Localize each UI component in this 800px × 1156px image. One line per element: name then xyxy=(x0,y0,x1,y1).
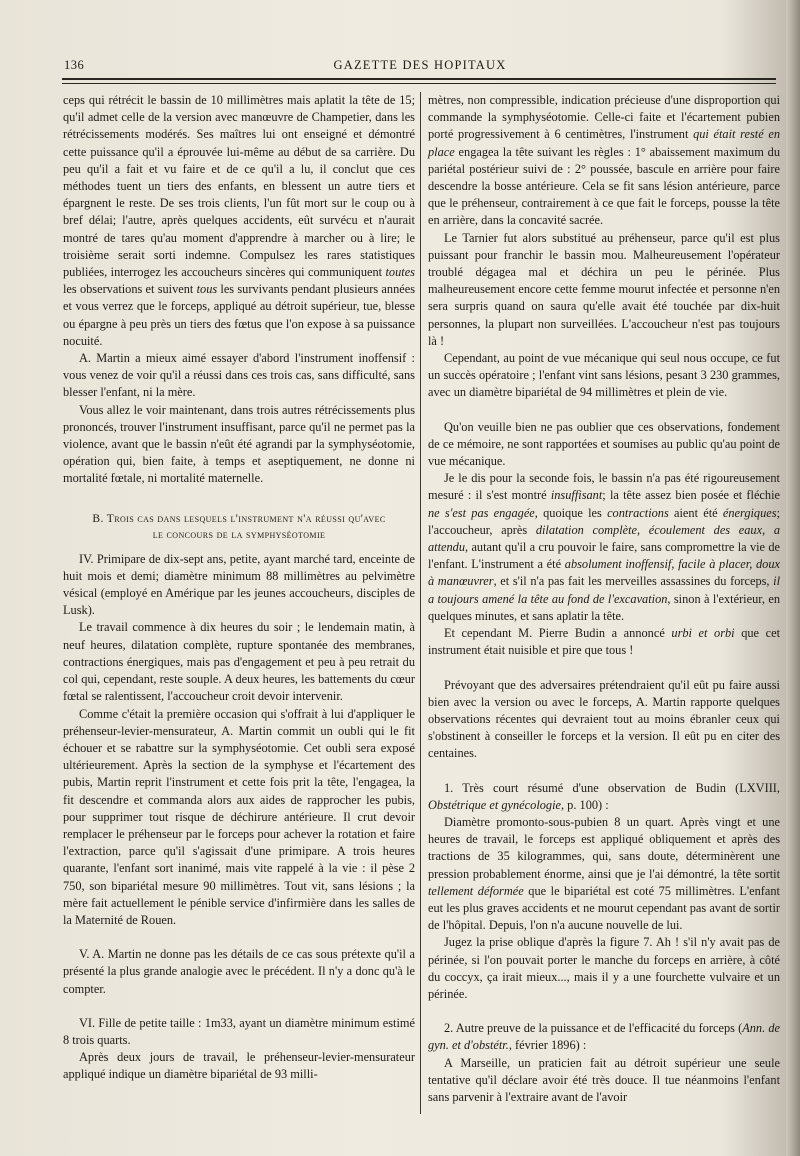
right-column xyxy=(428,92,780,1106)
paragraph: ceps qui rétrécit le bassin de 10 millimètres mais aplatit la tête de 15; qu'il admet celle de la version avec manœuvre de Champetier, dans les rétrécissements modérés. Ses maîtres lui ont enseigné et démontré cette puissance qu'il a éprouvée lui-même au début de sa carrière. Du peu qu'il a fait et vu faire et de ce qu'il a lu, il conclut que ces méthodes tuent un tiers des enfants, en blessent un autre tiers et épargnent le reste. De ses trois clients, l'un fût mort sur le coup ou à bref délai; l'autre, après quelques accidents, eût survécu et n'aurait montré de tares qu'au moment d'apprendre à marcher ou à lire; le troisième serait sorti indemne. Compulsez les rares statistiques publiées, interrogez les accoucheurs sincères qui communiquent toutes les observations et suivent tous les survivants pendant plusieurs années et vous verrez que le forceps, appliqué au détroit supérieur, tue, blesse ou épargne à peu près un tiers des fœtus que l'on expose à sa puissance nocuité. xyxy=(63,93,415,348)
paragraph: Après deux jours de travail, le préhenseur-levier-mensurateur appliqué indique un diamètre bipariétal de 93 milli- xyxy=(63,1050,415,1082)
paragraph: A Marseille, un praticien fait au détroit supérieur une seule tentative qu'il déclare avoir été très douce. Il tue néanmoins l'enfant sans parvenir à l'extraire avant de l'avoir xyxy=(428,1055,780,1104)
spacer xyxy=(428,402,780,419)
paragraph: Qu'on veuille bien ne pas oublier que ces observations, fondement de ce mémoire, ne sont rapportées et soumises au public qu'au point de vue mécanique. xyxy=(428,419,780,469)
paragraph: 1. Très court résumé d'une observation de Budin (LXVIII, Obstétrique et gynécologie, p. 100) : xyxy=(428,780,780,812)
spacer xyxy=(428,763,780,780)
section-heading-line: le concours de la symphyséotomie xyxy=(152,528,326,541)
paragraph: A. Martin a mieux aimé essayer d'abord l'instrument inoffensif : vous venez de voir qu'il a réussi dans ces trois cas, sans difficulté, sans blesser l'enfant, ni la mère. xyxy=(63,351,415,400)
paragraph: Diamètre promonto-sous-pubien 8 un quart. Après vingt et une heures de travail, le forceps est appliqué obliquement et après des tractions de 35 kilogrammes, qui, sans doute, déterminèrent une pression probablement énorme, ainsi que je l'ai démontré, la tête sortit tellement déformée que le bipariétal est coté 75 millimètres. L'enfant eut les plus graves accidents et ne mourut cependant pas avant de sortir de l'hôpital. Depuis, l'on n'a aucune nouvelle de lui. xyxy=(428,814,780,933)
spacer xyxy=(428,1003,780,1020)
left-column xyxy=(63,92,415,1084)
header-rule-thick xyxy=(62,78,776,80)
paragraph: V. A. Martin ne donne pas les détails de ce cas sous prétexte qu'il a présenté la plus grande analogie avec le précédent. Il n'y a donc qu'à le compter. xyxy=(63,947,415,996)
running-header xyxy=(64,58,776,74)
page-number: 136 xyxy=(64,58,85,72)
page-edge xyxy=(786,0,800,1156)
column-divider xyxy=(420,92,421,1114)
paragraph: mètres, non compressible, indication précieuse d'une disproportion qui commande la symphyséotomie. Celle-ci faite et l'écartement pubien porté progressivement à 6 centimètres, l'instrument qui était resté en place engagea la tête suivant les règles : 1° abaissement maximum du pariétal postérieur suivi de : 2° poussée, bascule en arrière pour faire descendre la bosse antérieure. Cela se fit sans lésion antérieure, parce que le préhenseur, contrairement à ce que fait le forceps, pousse la tête en arrière, dans la concavité sacrée. xyxy=(428,93,780,228)
paragraph: IV. Primipare de dix-sept ans, petite, ayant marché tard, enceinte de huit mois et demi; diamètre minimum 88 millimètres au pelvimètre vésical (employé en Amérique par les jeunes accoucheurs, disciples de Lusk). xyxy=(63,551,415,618)
paragraph: Prévoyant que des adversaires prétendraient qu'il eût pu faire aussi bien avec la version ou avec le forceps, A. Martin rapporte quelques observations récentes qui devraient tout au moins ébranler ceux qui s'obstinent à conseiller le forceps et la version. Il eût pu en citer des centaines. xyxy=(428,677,780,761)
spacer xyxy=(63,998,415,1015)
paragraph: Le travail commence à dix heures du soir ; le lendemain matin, à neuf heures, dilatation complète, rupture spontanée des membranes, contractions énergiques, mais pas d'engagement et peu à peu retrait du col qui, cependant, reste souple. A deux heures, les battements du cœur fœtal se ralentissent, l'accoucheur croit devoir intervenir. xyxy=(63,620,415,704)
journal-title: GAZETTE DES HOPITAUX xyxy=(333,58,507,72)
spacer xyxy=(63,929,415,946)
paragraph: Je le dis pour la seconde fois, le bassin n'a pas été rigoureusement mesuré : il s'est montré insuffisant; la tête assez bien posée et fléchie ne s'est pas engagée, quoique les contractions aient été énergiques; l'accoucheur, après dilatation complète, écoulement des eaux, a attendu, autant qu'il a cru pouvoir le faire, sans compromettre la vie de l'enfant. L'instrument a été absolument inoffensif, facile à placer, doux à manœuvrer, et s'il n'a pas fait les merveilles assassines du forceps, il a toujours amené la tête au fond de l'excavation, sinon à l'extérieur, en quelques minutes, et sans aplatir la tête. xyxy=(428,471,780,623)
paragraph: Comme c'était la première occasion qui s'offrait à lui d'appliquer le préhenseur-levier-mensurateur, A. Martin commit un oubli qui le fit échouer et se rabattre sur la symphyséotomie. Cet oubli sera exposé ultérieurement. Après la section de la symphyse et l'écartement des pubis, Martin reprit l'instrument et cette fois prit la tête, l'engagea, la fit descendre et commanda alors aux aides de rapprocher les pubis, pour supprimer tout risque de déchirure antérieure. Il crut devoir remplacer le préhenseur par le forceps pour achever la rotation et faire l'extraction, parce qu'il s'agissait d'une primipare. A trois heures quarante, l'enfant sort inanimé, mais vite rappelé à la vie : il pèse 2 750, son bipariétal mesure 90 millimètres. Tout vit, sans lésions ; la mère fait actuellement le pénible service d'infirmière dans les salles de la Maternité de Rouen. xyxy=(63,706,415,927)
paragraph: Et cependant M. Pierre Budin a annoncé urbi et orbi que cet instrument était nuisible et pire que tous ! xyxy=(428,626,780,658)
spacer xyxy=(63,488,415,505)
paragraph: Vous allez le voir maintenant, dans trois autres rétrécissements plus prononcés, trouver l'instrument insuffisant, parce qu'il ne permet pas la violence, avant que le bassin n'eût été agrandi par la symphyséotomie, opération qui, bien faite, à temps et aseptiquement, ne donne ni mortalité fœtale, ni mortalité maternelle. xyxy=(63,402,415,486)
paragraph: Cependant, au point de vue mécanique qui seul nous occupe, ce fut un succès opératoire ; l'enfant vint sans lésions, pesant 3 230 grammes, avec un diamètre bipariétal de 94 millimètres et plein de vie. xyxy=(428,351,780,400)
header-rule-thin xyxy=(62,83,776,84)
paragraph: Le Tarnier fut alors substitué au préhenseur, parce qu'il est plus puissant pour franchir le bassin mou. Malheureusement l'opérateur troublé dégagea mal et déchira un peu le périnée. Plus malheureusement encore cette femme mourut infectée et personne n'en sera surpris quand on saura qu'elle avait été touchée par dix-huit personnes, la plupart non surveillées. L'accoucheur n'est pas toujours là ! xyxy=(428,230,780,348)
section-heading xyxy=(63,511,415,543)
spacer xyxy=(428,660,780,677)
paragraph: VI. Fille de petite taille : 1m33, ayant un diamètre minimum estimé 8 trois quarts. xyxy=(63,1015,415,1047)
paragraph: 2. Autre preuve de la puissance et de l'efficacité du forceps (Ann. de gyn. et d'obstétr., février 1896) : xyxy=(428,1021,780,1053)
section-heading-line: B. Trois cas dans lesquels l'instrument n'a réussi qu'avec xyxy=(92,512,386,525)
paragraph: Jugez la prise oblique d'après la figure 7. Ah ! s'il n'y avait pas de périnée, si l'on pouvait porter le manche du forceps en arrière, à côté du coccyx, ça irait mieux..., mais il y a une fourchette vulvaire et un périnée. xyxy=(428,935,780,1001)
